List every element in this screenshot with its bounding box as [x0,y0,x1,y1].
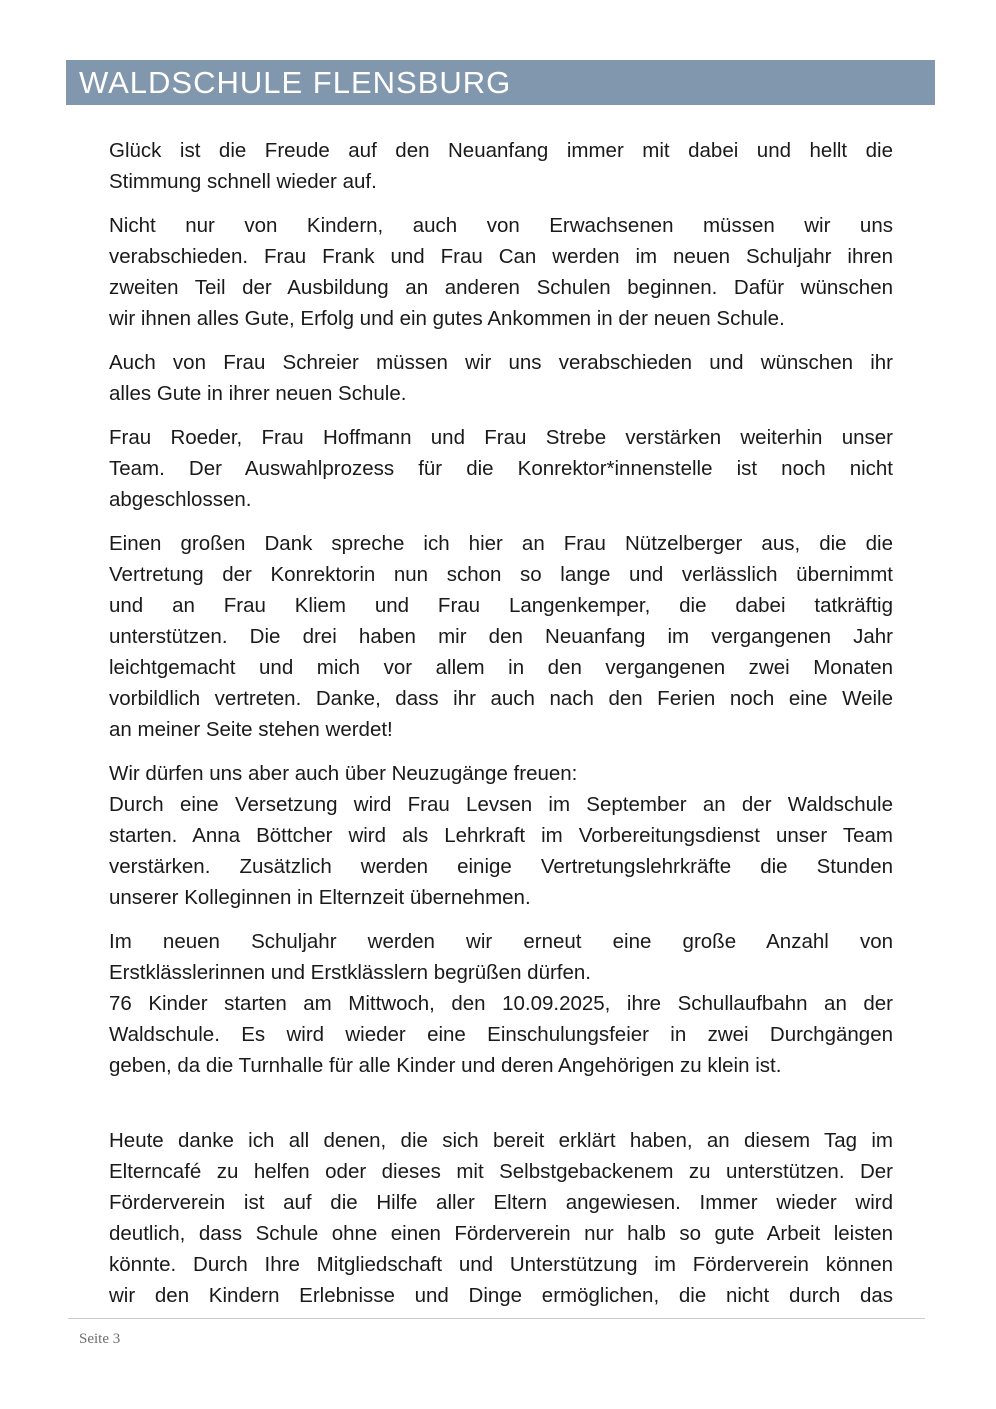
text-line: Einen großen Dank spreche ich hier an Frau Nützelberger aus, die die [109,532,893,555]
text-line: Auch von Frau Schreier müssen wir uns verabschieden und wünschen ihr [109,351,893,374]
text-line: Erstklässlerinnen und Erstklässlern begrüßen dürfen. [109,961,591,984]
text-line: Glück ist die Freude auf den Neuanfang immer mit dabei und hellt die [109,139,893,162]
text-line: abgeschlossen. [109,488,252,511]
blank-line [109,1094,893,1125]
text-line: Vertretung der Konrektorin nun schon so lange und verlässlich übernimmt [109,563,893,586]
paragraph [109,926,893,1081]
footer-divider [68,1318,925,1319]
paragraph [109,422,893,515]
text-line: und an Frau Kliem und Frau Langenkemper, die dabei tatkräftig [109,594,893,617]
text-line: Team. Der Auswahlprozess für die Konrektor*innenstelle ist noch nicht [109,457,893,480]
text-line: Waldschule. Es wird wieder eine Einschulungsfeier in zwei Durchgängen [109,1023,893,1046]
text-line: starten. Anna Böttcher wird als Lehrkraft im Vorbereitungsdienst unser Team [109,824,893,847]
text-line: zweiten Teil der Ausbildung an anderen Schulen beginnen. Dafür wünschen [109,276,893,299]
text-line: leichtgemacht und mich vor allem in den vergangenen zwei Monaten [109,656,893,679]
text-line: Frau Roeder, Frau Hoffmann und Frau Strebe verstärken weiterhin unser [109,426,893,449]
text-line: verstärken. Zusätzlich werden einige Vertretungslehrkräfte die Stunden [109,855,893,878]
text-line: wir den Kindern Erlebnisse und Dinge ermöglichen, die nicht durch das [109,1284,893,1307]
text-line: 76 Kinder starten am Mittwoch, den 10.09.2025, ihre Schullaufbahn an der [109,992,893,1015]
text-line: deutlich, dass Schule ohne einen Förderverein nur halb so gute Arbeit leisten [109,1222,893,1245]
text-line: verabschieden. Frau Frank und Frau Can werden im neuen Schuljahr ihren [109,245,893,268]
text-line: Durch eine Versetzung wird Frau Levsen im September an der Waldschule [109,793,893,816]
text-line: an meiner Seite stehen werdet! [109,718,393,741]
page-number: Seite 3 [79,1331,121,1347]
paragraph [109,758,893,913]
paragraph [109,210,893,334]
paragraph [109,1125,893,1311]
text-line: unterstützen. Die drei haben mir den Neuanfang im vergangenen Jahr [109,625,893,648]
body-text [109,135,893,1324]
text-line: könnte. Durch Ihre Mitgliedschaft und Unterstützung im Förderverein können [109,1253,893,1276]
text-line: Förderverein ist auf die Hilfe aller Eltern angewiesen. Immer wieder wird [109,1191,893,1214]
text-line: vorbildlich vertreten. Danke, dass ihr auch nach den Ferien noch eine Weile [109,687,893,710]
header-band [66,60,935,105]
text-line: Elterncafé zu helfen oder dieses mit Selbstgebackenem zu unterstützen. Der [109,1160,893,1183]
text-line: unserer Kolleginnen in Elternzeit übernehmen. [109,886,531,909]
text-line: wir ihnen alles Gute, Erfolg und ein gutes Ankommen in der neuen Schule. [109,307,785,330]
text-line: Stimmung schnell wieder auf. [109,170,377,193]
paragraph [109,347,893,409]
text-line: Wir dürfen uns aber auch über Neuzugänge freuen: [109,762,578,785]
text-line: Nicht nur von Kindern, auch von Erwachsenen müssen wir uns [109,214,893,237]
paragraph [109,135,893,197]
paragraph [109,528,893,745]
document-title: WALDSCHULE FLENSBURG [79,65,512,100]
text-line: alles Gute in ihrer neuen Schule. [109,382,407,405]
text-line: geben, da die Turnhalle für alle Kinder und deren Angehörigen zu klein ist. [109,1054,782,1077]
text-line: Im neuen Schuljahr werden wir erneut eine große Anzahl von [109,930,893,953]
text-line: Heute danke ich all denen, die sich bereit erklärt haben, an diesem Tag im [109,1129,893,1152]
